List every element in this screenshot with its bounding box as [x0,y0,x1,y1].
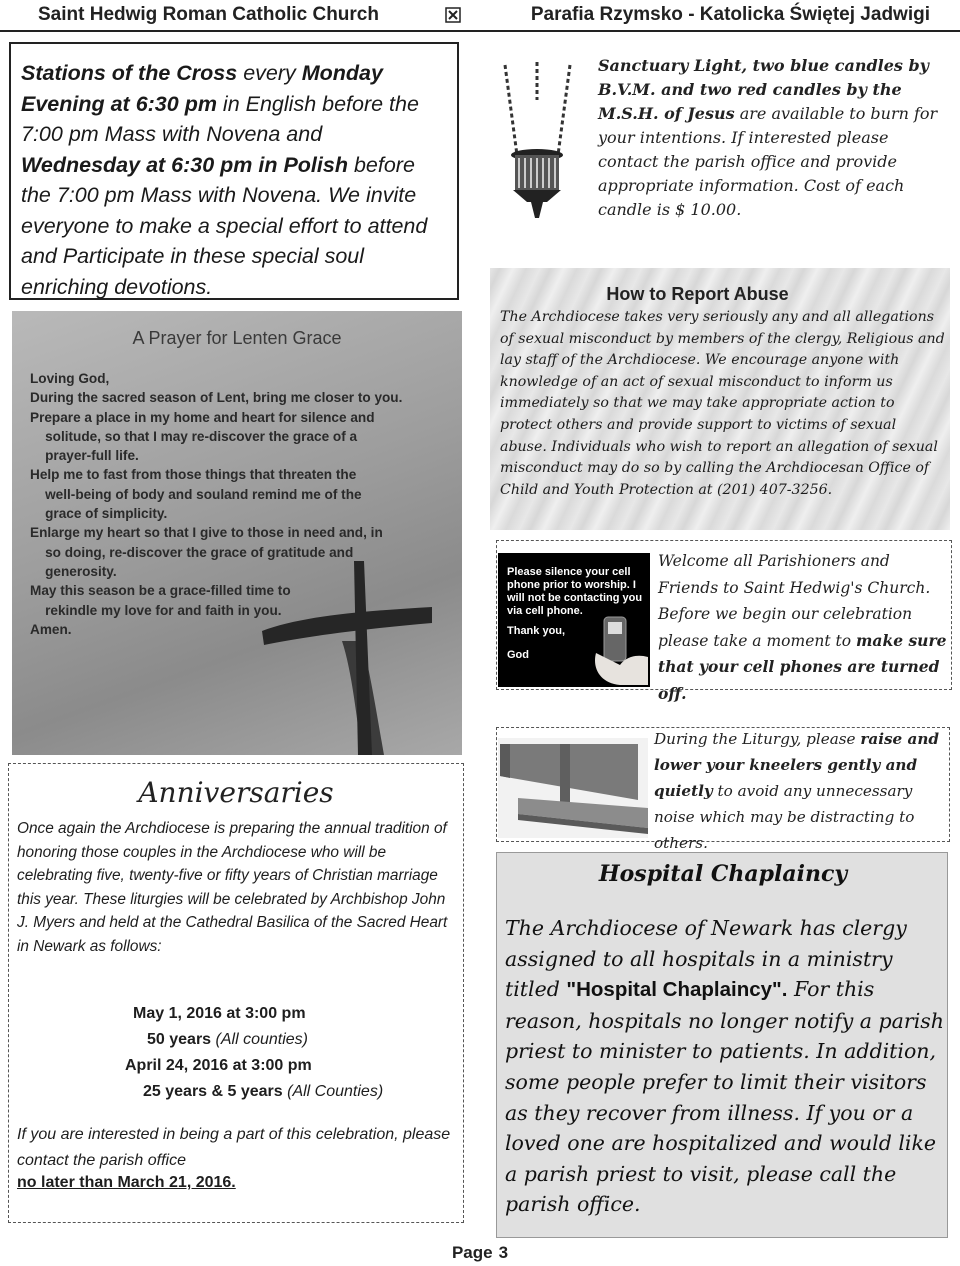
prayer-line: During the sacred season of Lent, bring me closer to you. [30,390,403,406]
kneeler-pew-image [498,738,648,838]
stations-text: in English before the 7:00 pm Mass with Novena and [21,91,419,146]
anniversaries-title: Anniversaries [138,776,334,809]
page-label: Page [451,1243,493,1262]
hospital-text-start: The Archdiocese of Newark has clergy assigned to all hospitals in a ministry titled [505,916,907,1002]
header-parish-name: Parafia Rzymsko - Katolicka Świętej Jadwigi [530,4,930,25]
prayer-line: Prepare a place in my home and heart for silence and [30,409,375,425]
sanctuary-text: are available to burn for your intentions. If interested please contact the parish office and provide appropriate information. Cost of each candle is $ 10.00. [598,104,938,219]
kneeler-text-end: to avoid any unnecessary noise which may be distracting to others. [654,782,915,852]
cellphone-image-text: Please silence your cell phone prior to worship. I will not be contacting you via cell phone. [507,566,643,617]
anniversary-group-1 [147,1027,308,1053]
prayer-line: grace of simplicity. [30,506,168,522]
kneeler-text-start: During the Liturgy, please [654,730,861,748]
header-church-name: Saint Hedwig Roman Catholic Church [38,4,379,25]
anniversary-date-2: April 24, 2016 at 3:00 pm [125,1057,312,1074]
hospital-chaplaincy-box [496,852,948,1238]
stations-title: Stations of the Cross [21,61,238,85]
report-abuse-box [490,268,950,530]
anniversary-years-1: 50 years [147,1031,212,1048]
hand-phone-icon [590,613,648,687]
anniversary-scope-2: (All Counties) [282,1083,384,1100]
cellphone-image-signature: God [507,649,529,661]
anniversaries-contact: If you are interested in being a part of this celebration, please contact the parish office [17,1126,451,1169]
hospital-chaplaincy-text [505,913,945,1220]
prayer-line: Loving God, [30,371,110,386]
kneeler-instruction: raise and lower your kneelers gently and quietly [654,730,939,800]
prayer-line: May this season be a grace-filled time to [30,583,291,599]
stations-wednesday: Wednesday at 6:30 pm in Polish [21,152,348,177]
stations-text: every [237,61,302,85]
hospital-ministry-name: "Hospital Chaplaincy". [566,978,788,1002]
stations-text: before the 7:00 pm Mass with Novena. We invite everyone to make a special effort to attend and Participate in these special soul enriching devotions. [21,152,428,299]
report-abuse-text: The Archdiocese takes very seriously any and all allegations of sexual misconduct by members of the clergy, Religious and lay staff of the Archdiocese. We encourage anyone with knowledge of an act of sexual misconduct to inform us immediately so that we may take appropriate action to protect others and provide support to victims of sexual abuse. Individuals who wish to report an allegation of sexual misconduct may do so by calling the Archdiocesan Office of Child and Youth Protection at (201) 407-3256. [500,309,945,498]
prayer-line: so doing, re-discover the grace of gratitude and [30,544,354,560]
anniversary-scope-1: (All counties) [211,1031,308,1048]
prayer-line: prayer-full life. [30,448,139,464]
anniversary-years-2: 25 years & 5 years [143,1083,283,1100]
cellphone-image-thanks: Thank you, [507,625,566,637]
prayer-line: generosity. [30,563,117,579]
welcome-text [658,548,948,707]
prayer-line: Help me to fast from those things that threaten the [30,467,357,483]
sanctuary-candles-notice [598,54,938,222]
prayer-text [30,369,462,639]
page-number [0,1243,960,1263]
prayer-line: Enlarge my heart so that I give to those in need and, in [30,525,383,541]
anniversaries-deadline: no later than March 21, 2016. [17,1174,236,1191]
prayer-line: rekindle my love for and faith in you. [30,602,282,618]
lenten-prayer-image [12,311,462,755]
prayer-line: Amen. [30,621,72,637]
sanctuary-lamp-icon [495,60,580,220]
hospital-text-end: For this reason, hospitals no longer notify a parish priest to minister to patients. In addition, some people prefer to limit their visitors as they recover from illness. If you or a loved one are hospitalized and would like a parish priest to visit, please call the parish office. [505,977,944,1217]
stations-notice [9,42,459,300]
prayer-line: well-being of body and souland remind me of the [30,486,362,502]
phones-off-reminder: make sure that your cell phones are turned off. [658,630,947,703]
prayer-title: A Prayer for Lenten Grace [132,328,342,348]
stations-monday: Monday Evening at 6:30 pm [21,61,383,116]
kneeler-text [654,726,946,856]
anniversary-date-1: May 1, 2016 at 3:00 pm [133,1005,306,1022]
anniversaries-intro: Once again the Archdiocese is preparing the annual tradition of honoring those couples in the Archdiocese who will be celebrating five, twenty-five or fifty years of Christian marriage this year. These liturgies will be celebrated by Archbishop John J. Myers and held at the Cathedral Basilica of the Sacred Heart in Newark as follows: [17,820,448,955]
anniversary-group-2 [143,1079,383,1105]
page-number-value: 3 [498,1243,509,1262]
welcome-message: Welcome all Parishioners and Friends to Saint Hedwig's Church. Before we begin our celebration please take a moment to [658,552,931,650]
cross-icon [444,6,462,24]
sanctuary-title: Sanctuary Light, two blue candles by B.V.M. and two red candles by the M.S.H. of Jesus [598,56,929,123]
report-abuse-title: How to Report Abuse [606,284,789,304]
anniversaries-box [8,763,464,1223]
hospital-chaplaincy-title: Hospital Chaplaincy [598,861,848,887]
prayer-line: solitude, so that I may re-discover the grace of a [30,428,358,444]
